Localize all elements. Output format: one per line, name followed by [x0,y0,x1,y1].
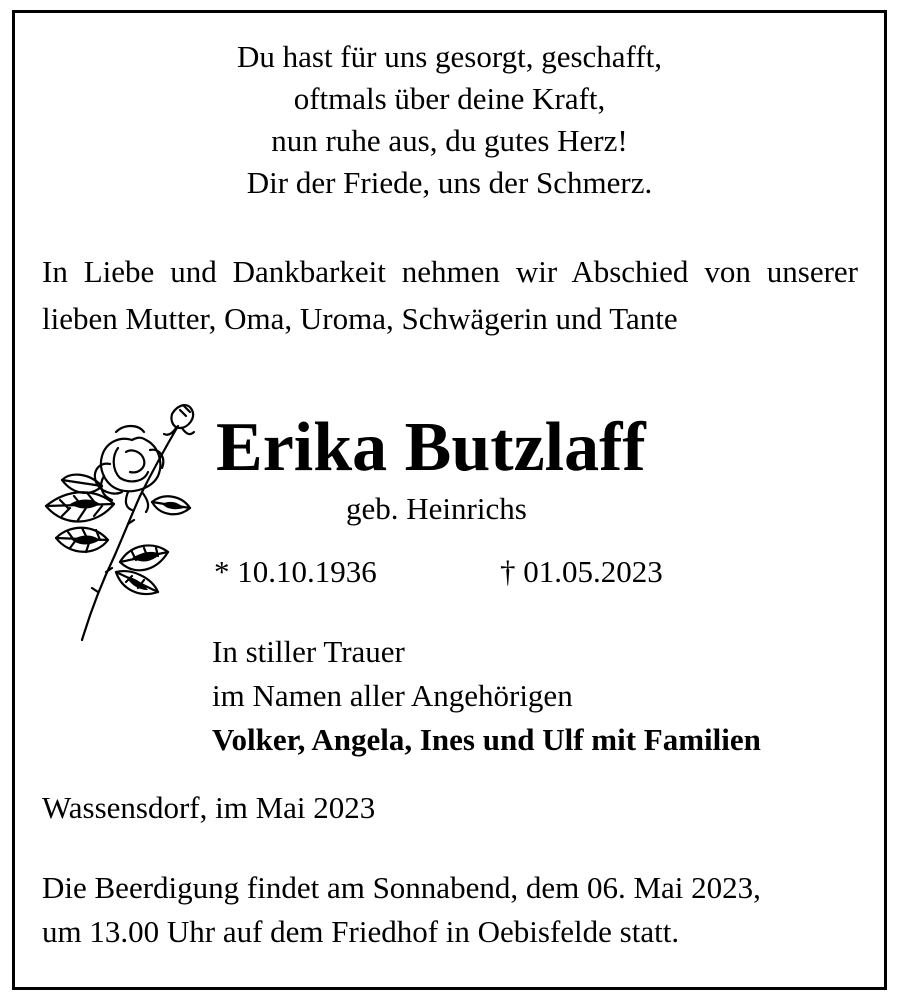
mourning-line: im Namen aller Angehörigen [212,678,573,713]
funeral-line: um 13.00 Uhr auf dem Friedhof in Oebisfelde statt. [42,914,680,949]
death-date: † 01.05.2023 [500,554,663,589]
mourners-block [212,630,761,762]
intro-text: In Liebe und Dankbarkeit nehmen wir Abschied von unserer lieben Mutter, Oma, Uroma, Schwägerin und Tante [42,254,858,336]
poem [0,36,899,204]
family-names: Volker, Angela, Ines und Ulf mit Familien [212,722,761,757]
poem-line: oftmals über deine Kraft, [293,81,606,116]
funeral-info [42,866,761,954]
deceased-name: Erika Butzlaff [216,409,646,486]
maiden-name: geb. Heinrichs [346,491,527,526]
birth-date: * 10.10.1936 [214,554,377,589]
poem-line: Du hast für uns gesorgt, geschafft, [236,39,663,74]
mourning-line: In stiller Trauer [212,634,405,669]
place-date: Wassensdorf, im Mai 2023 [42,790,376,825]
poem-line: Dir der Friede, uns der Schmerz. [246,165,653,200]
rose-icon [40,392,200,642]
funeral-line: Die Beerdigung findet am Sonnabend, dem 06. Mai 2023, [42,870,761,905]
poem-line: nun ruhe aus, du gutes Herz! [271,123,628,158]
